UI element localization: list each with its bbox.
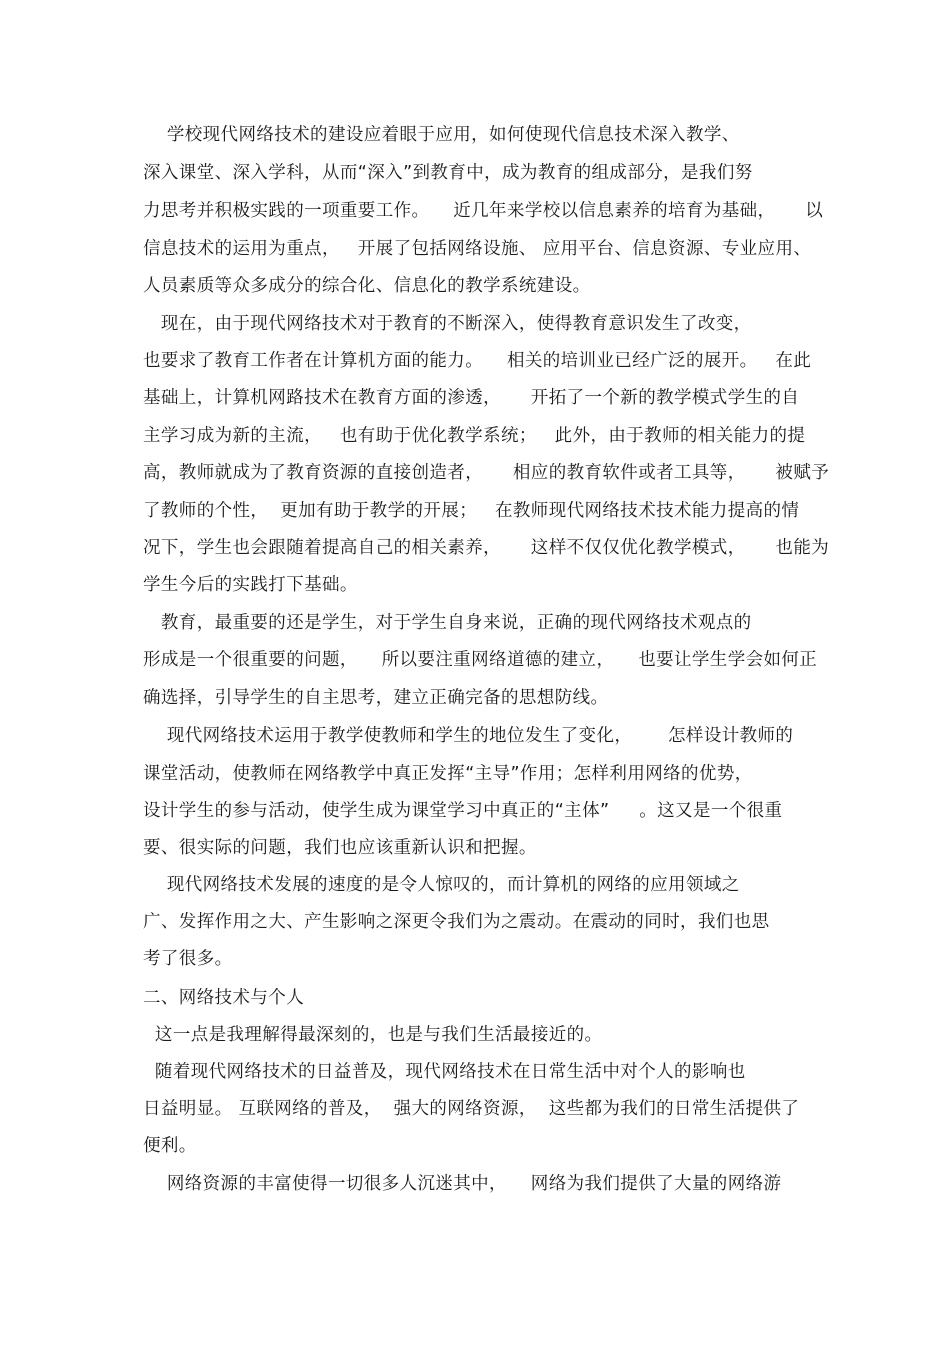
text-line: 随着现代网络技术的日益普及，现代网络技术在日常生活中对个人的影响也: [143, 1062, 746, 1082]
text-line: 学校现代网络技术的建设应着眼于应用，如何使现代信息技术深入教学、: [143, 125, 740, 145]
text-line: 确选择，引导学生的自主思考，建立正确完备的思想防线。: [143, 688, 609, 708]
text-line: 教育，最重要的还是学生，对于学生自身来说，正确的现代网络技术观点的: [143, 613, 752, 633]
text-line: 广、发挥作用之大、产生影响之深更令我们为之震动。在震动的同时，我们也思: [143, 912, 770, 932]
text-line: 学生今后的实践打下基础。: [143, 575, 358, 595]
text-line: 网络资源的丰富使得一切很多人沉迷其中， 网络为我们提供了大量的网络游: [143, 1174, 782, 1194]
text-line: 现代网络技术运用于教学使教师和学生的地位发生了变化， 怎样设计教师的: [143, 726, 794, 746]
text-line: 现在，由于现代网络技术对于教育的不断深入，使得教育意识发生了改变，: [143, 314, 752, 334]
text-line: 这一点是我理解得最深刻的，也是与我们生活最接近的。: [143, 1025, 603, 1045]
text-line: 高，教师就成为了教育资源的直接创造者， 相应的教育软件或者工具等， 被赋予: [143, 463, 830, 483]
section-heading: 二、网络技术与个人: [143, 988, 305, 1008]
text-line: 便利。: [143, 1136, 197, 1156]
text-line: 况下，学生也会跟随着提高自己的相关素养， 这样不仅仅优化教学模式， 也能为: [143, 538, 830, 558]
text-line: 主学习成为新的主流， 也有助于优化教学系统； 此外，由于教师的相关能力的提: [143, 426, 806, 446]
text-line: 设计学生的参与活动，使学生成为课堂学习中真正的“主体” 。这又是一个很重: [143, 801, 783, 821]
text-line: 课堂活动，使教师在网络教学中真正发挥“主导”作用；怎样利用网络的优势，: [143, 764, 753, 784]
text-line: 基础上，计算机网路技术在教育方面的渗透， 开拓了一个新的教学模式学生的自: [143, 388, 800, 408]
text-line: 要、很实际的问题，我们也应该重新认识和把握。: [143, 838, 537, 858]
text-line: 现代网络技术发展的速度的是令人惊叹的，而计算机的网络的应用领域之: [143, 875, 740, 895]
text-line: 形成是一个很重要的问题， 所以要注重网络道德的建立， 也要让学生学会如何正: [143, 650, 818, 670]
text-line: 日益明显。 互联网络的普及， 强大的网络资源， 这些都为我们的日常生活提供了: [143, 1099, 800, 1119]
text-line: 力思考并积极实践的一项重要工作。 近几年来学校以信息素养的培育为基础， 以: [143, 201, 824, 221]
text-line: 深入课堂、深入学科，从而“深入”到教育中，成为教育的组成部分，是我们努: [143, 163, 753, 183]
text-line: 了教师的个性， 更加有助于教学的开展； 在教师现代网络技术技术能力提高的情: [143, 501, 800, 521]
text-line: 信息技术的运用为重点， 开展了包括网络设施、 应用平台、信息资源、专业应用、: [143, 239, 812, 259]
text-line: 也要求了教育工作者在计算机方面的能力。 相关的培训业已经广泛的展开。 在此: [143, 351, 812, 371]
text-line: 考了很多。: [143, 949, 233, 969]
text-line: 人员素质等众多成分的综合化、信息化的教学系统建设。: [143, 276, 591, 296]
